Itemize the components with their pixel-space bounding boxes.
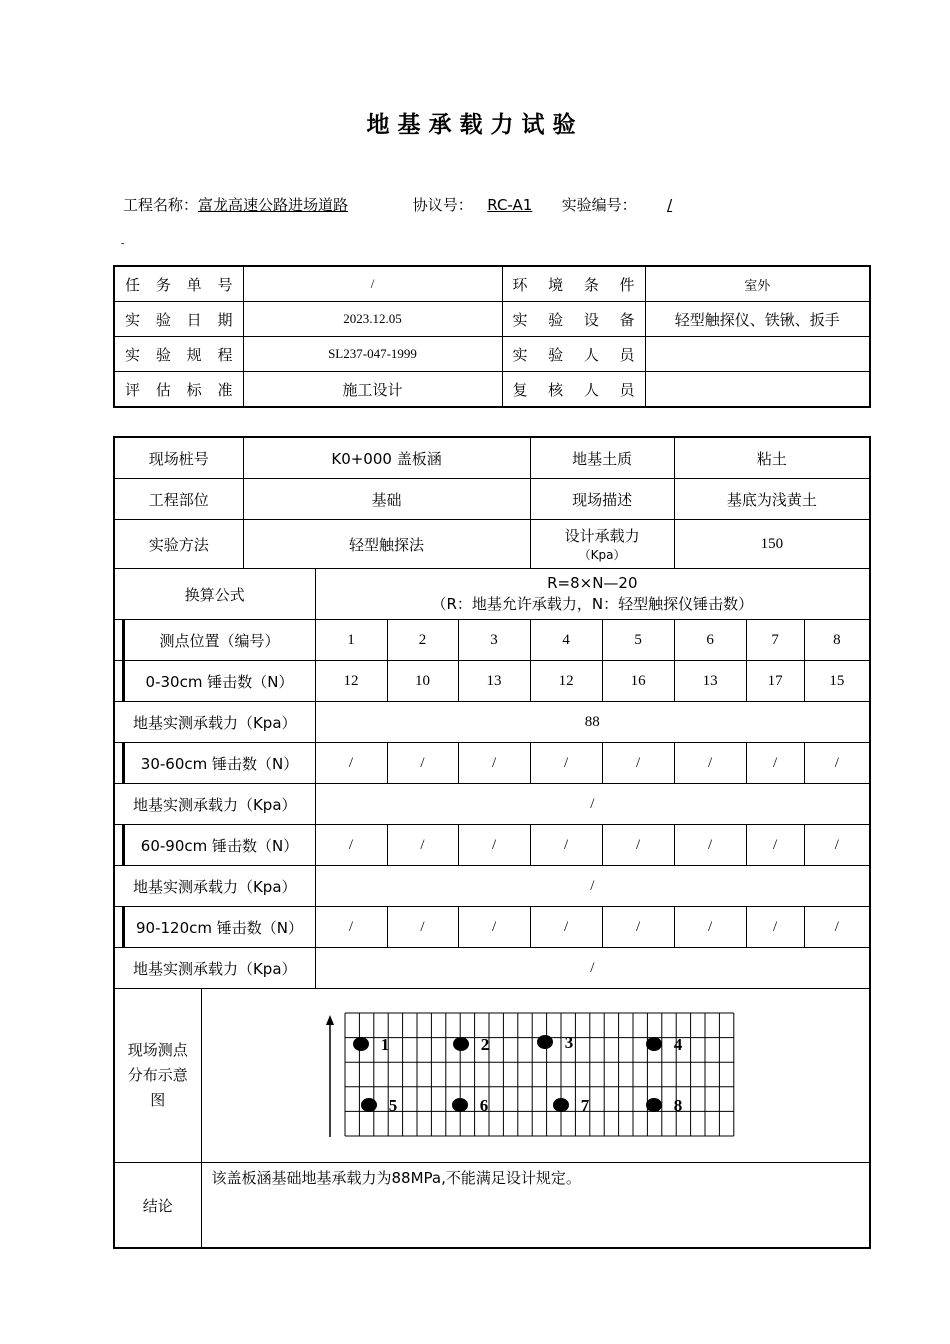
project-value: 富龙高速公路进场道路 [198,196,349,214]
reviewer-label: 复核人员 [502,372,645,408]
soil-label: 地基土质 [530,437,674,479]
blow-count: 17 [746,661,804,702]
blow-count: / [530,907,602,948]
bearing-value: 88 [315,702,870,743]
date-value: 2023.12.05 [243,302,502,337]
part-value: 基础 [243,479,530,520]
blow-count: / [315,825,387,866]
project-label: 工程名称： [123,196,199,214]
equipment-value: 轻型触探仪、铁锹、扳手 [645,302,870,337]
conclusion-value: 该盖板涵基础地基承载力为88MPa,不能满足设计规定。 [201,1163,870,1249]
point-header-4: 4 [530,620,602,661]
test-table [113,436,871,1249]
env-label: 环境条件 [502,266,645,302]
blow-count: / [387,907,458,948]
date-label: 实验日期 [114,302,243,337]
test-no-label: 实验编号： [561,196,637,214]
spec-label: 实验规程 [114,337,243,372]
test-point-label: 3 [564,1033,573,1052]
agreement-label: 协议号： [412,196,473,214]
spec-value: SL237-047-1999 [243,337,502,372]
test-point-dot [453,1037,469,1051]
test-point-dot [646,1037,662,1051]
test-point-dot [553,1098,569,1112]
tester-label: 实验人员 [502,337,645,372]
test-point-label: 5 [388,1096,397,1115]
formula-line1: R=8×N—20 [547,574,638,592]
test-point-label: 2 [480,1035,489,1054]
point-header-2: 2 [387,620,458,661]
point-header-6: 6 [674,620,746,661]
blow-count: 15 [804,661,870,702]
blow-count: / [804,907,870,948]
reviewer-value [645,372,870,408]
blow-count: / [746,907,804,948]
bearing-value: / [315,784,870,825]
bearing-value: / [315,866,870,907]
blow-count: / [602,907,674,948]
blow-count: / [458,825,530,866]
blow-count: / [458,907,530,948]
blow-count: / [674,743,746,784]
test-point-dot [452,1098,468,1112]
equipment-label: 实验设备 [502,302,645,337]
dash-mark: - [121,238,125,249]
station-label: 现场桩号 [114,437,243,479]
indent-cell [114,620,123,661]
blow-count: / [674,825,746,866]
blow-count: / [602,825,674,866]
bearing-label: 地基实测承载力（Kpa） [114,784,315,825]
test-point-label: 8 [673,1096,682,1115]
point-header-1: 1 [315,620,387,661]
design-label: 设计承载力 [564,527,640,545]
blow-count: / [387,825,458,866]
test-point-label: 6 [479,1096,488,1115]
test-point-label: 7 [580,1096,589,1115]
depth-label: 0-30cm 锤击数（N） [123,661,315,702]
scene-label: 现场描述 [530,479,674,520]
point-header-7: 7 [746,620,804,661]
blow-count: / [315,907,387,948]
blow-count: / [530,825,602,866]
blow-count: 13 [674,661,746,702]
formula-cell [315,569,870,620]
blow-count: / [804,825,870,866]
blow-count: / [530,743,602,784]
scene-value: 基底为浅黄土 [674,479,870,520]
test-point-dot [537,1035,553,1049]
test-point-diagram [202,989,870,1162]
agreement-value: RC-A1 [487,196,533,214]
test-point-dot [353,1037,369,1051]
standard-label: 评估标准 [114,372,243,408]
bearing-label: 地基实测承载力（Kpa） [114,866,315,907]
depth-label: 30-60cm 锤击数（N） [123,743,315,784]
point-header-3: 3 [458,620,530,661]
bearing-value: / [315,948,870,989]
formula-line2: （R：地基允许承载力，N：轻型触探仪锤击数） [431,595,754,613]
diagram-cell [201,989,870,1163]
test-no-value: / [667,196,673,214]
station-value: K0+000 盖板涵 [243,437,530,479]
design-value: 150 [674,520,870,569]
blow-count: / [674,907,746,948]
page-title: 地基承载力试验 [366,112,584,138]
depth-label: 90-120cm 锤击数（N） [123,907,315,948]
blow-count: / [387,743,458,784]
blow-count: / [746,825,804,866]
blow-count: 16 [602,661,674,702]
axis-arrow-head [326,1015,334,1025]
blow-count: 12 [530,661,602,702]
conclusion-label: 结论 [114,1163,201,1249]
blow-count: 13 [458,661,530,702]
standard-value: 施工设计 [243,372,502,408]
point-header-8: 8 [804,620,870,661]
design-unit: （Kpa） [578,548,626,562]
indent-cell [114,661,123,702]
method-label: 实验方法 [114,520,243,569]
indent-cell [114,825,123,866]
point-header-5: 5 [602,620,674,661]
soil-value: 粘土 [674,437,870,479]
test-point-dot [646,1098,662,1112]
method-value: 轻型触探法 [243,520,530,569]
points-label: 测点位置（编号） [123,620,315,661]
task-no-label: 任务单号 [114,266,243,302]
depth-label: 60-90cm 锤击数（N） [123,825,315,866]
blow-count: 10 [387,661,458,702]
bearing-label: 地基实测承载力（Kpa） [114,702,315,743]
test-point-dot [361,1098,377,1112]
design-cell [530,520,674,569]
bearing-label: 地基实测承载力（Kpa） [114,948,315,989]
blow-count: / [315,743,387,784]
diagram-grid [345,1013,734,1136]
part-label: 工程部位 [114,479,243,520]
test-point-label: 4 [673,1035,682,1054]
blow-count: / [458,743,530,784]
header-table [113,265,871,408]
tester-value [645,337,870,372]
test-point-label: 1 [380,1035,389,1054]
blow-count: / [804,743,870,784]
diagram-label: 现场测点分布示意图 [114,989,201,1163]
blow-count: / [602,743,674,784]
indent-cell [114,743,123,784]
env-value: 室外 [645,266,870,302]
task-no-value: / [243,266,502,302]
project-info-line [123,194,703,215]
blow-count: / [746,743,804,784]
indent-cell [114,907,123,948]
blow-count: 12 [315,661,387,702]
formula-label: 换算公式 [114,569,315,620]
